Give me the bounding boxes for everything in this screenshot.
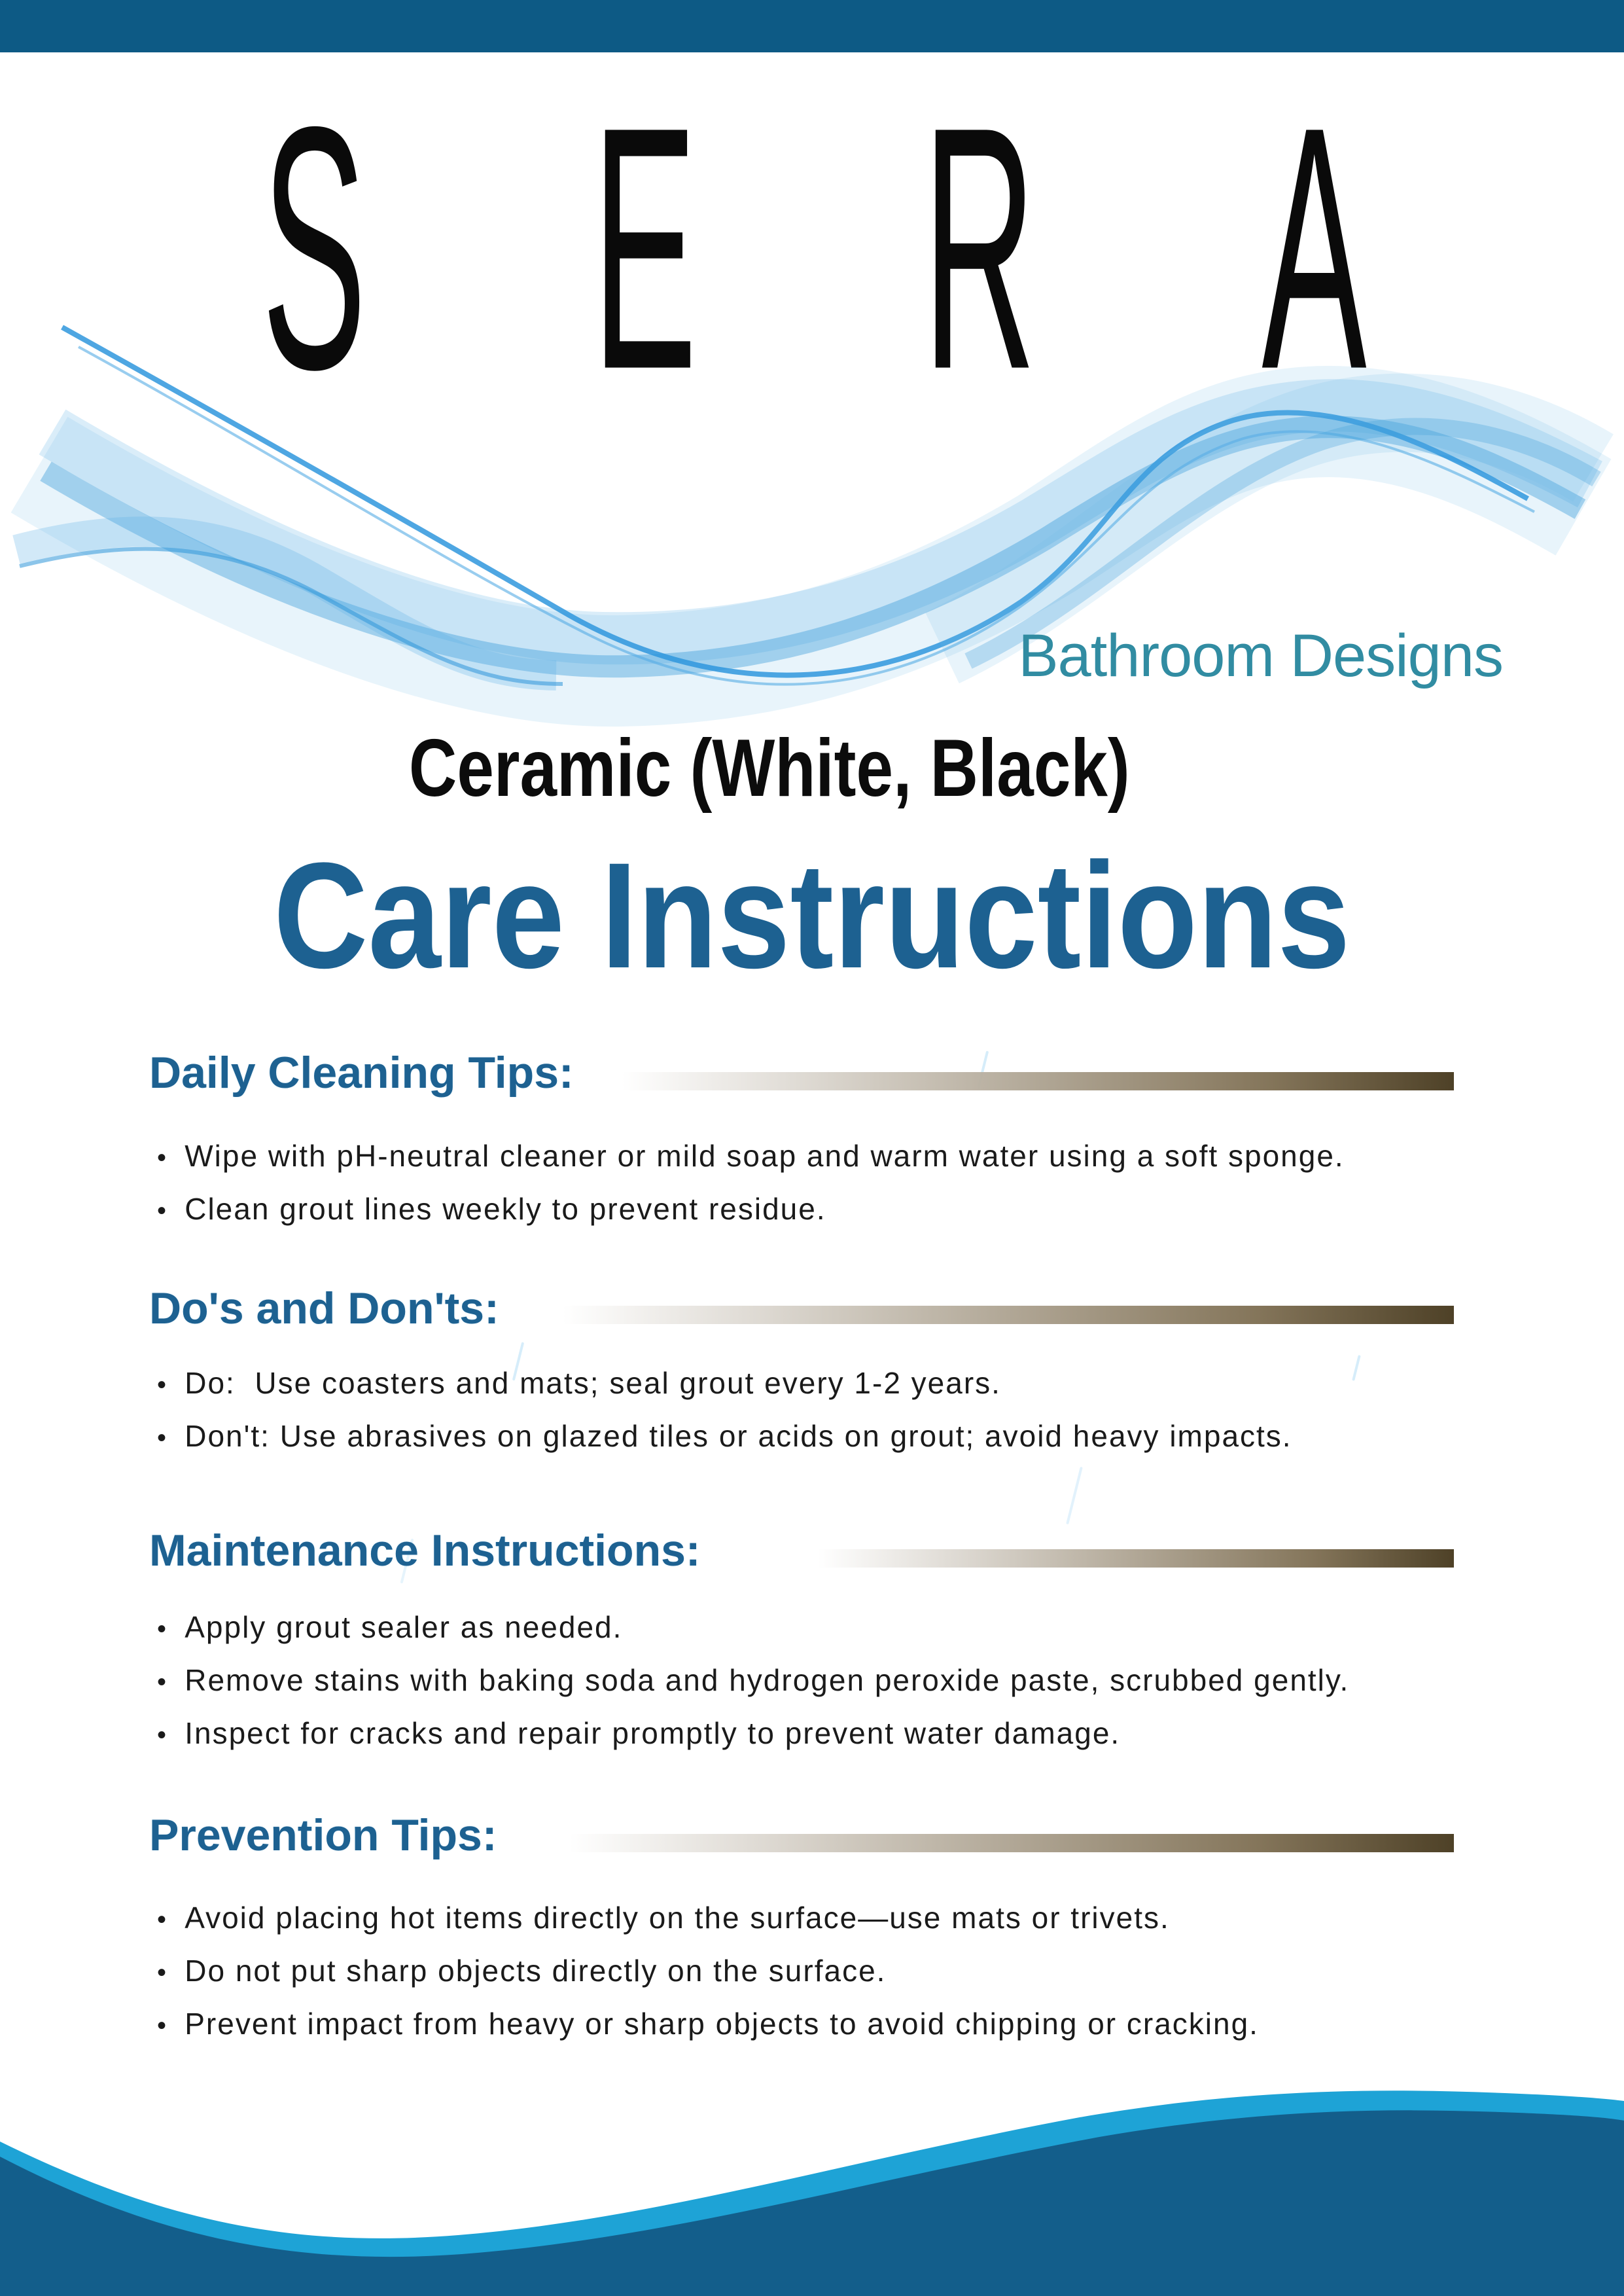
list-item: • Remove stains with baking soda and hydrogen peroxide paste, scrubbed gently. — [157, 1655, 1349, 1708]
heading-underline-bar — [563, 1306, 1454, 1324]
list-item: • Wipe with pH-neutral cleaner or mild soap and warm water using a soft sponge. — [157, 1130, 1345, 1183]
brand-logo: SERA — [262, 55, 1593, 441]
page-title-text: Care Instructions — [274, 831, 1350, 999]
section-heading: Daily Cleaning Tips: — [149, 1048, 574, 1098]
list-item: • Avoid placing hot items directly on the surface—use mats or trivets. — [157, 1892, 1259, 1945]
heading-underline-bar — [818, 1549, 1454, 1568]
section-heading: Maintenance Instructions: — [149, 1526, 701, 1575]
brand-tagline: Bathroom Designs — [1018, 622, 1503, 689]
background-streak — [1352, 1355, 1361, 1381]
product-subtitle-text: Ceramic (White, Black) — [409, 723, 1130, 814]
heading-underline-bar — [622, 1072, 1454, 1090]
bullet-list — [157, 1892, 1259, 2051]
list-item: • Don't: Use abrasives on glazed tiles or acids on grout; avoid heavy impacts. — [157, 1410, 1292, 1463]
bullet-list — [157, 1130, 1345, 1236]
section-heading: Prevention Tips: — [149, 1810, 497, 1860]
bullet-list — [157, 1602, 1349, 1761]
list-item: • Inspect for cracks and repair promptly to prevent water damage. — [157, 1708, 1349, 1761]
list-item: • Apply grout sealer as needed. — [157, 1602, 1349, 1655]
page-title — [0, 833, 1624, 998]
background-streak — [1066, 1467, 1083, 1524]
list-item: • Do not put sharp objects directly on the surface. — [157, 1945, 1259, 1998]
heading-underline-bar — [569, 1834, 1454, 1852]
list-item: • Clean grout lines weekly to prevent residue. — [157, 1183, 1345, 1236]
list-item: • Do: Use coasters and mats; seal grout every 1-2 years. — [157, 1357, 1292, 1410]
bottom-wave-graphic — [0, 2081, 1624, 2296]
product-subtitle — [0, 724, 1539, 813]
section-heading: Do's and Don'ts: — [149, 1283, 499, 1333]
list-item: • Prevent impact from heavy or sharp objects to avoid chipping or cracking. — [157, 1998, 1259, 2051]
bullet-list — [157, 1357, 1292, 1463]
bottom-wave-dark-layer — [0, 2110, 1624, 2296]
top-accent-bar — [0, 0, 1624, 52]
